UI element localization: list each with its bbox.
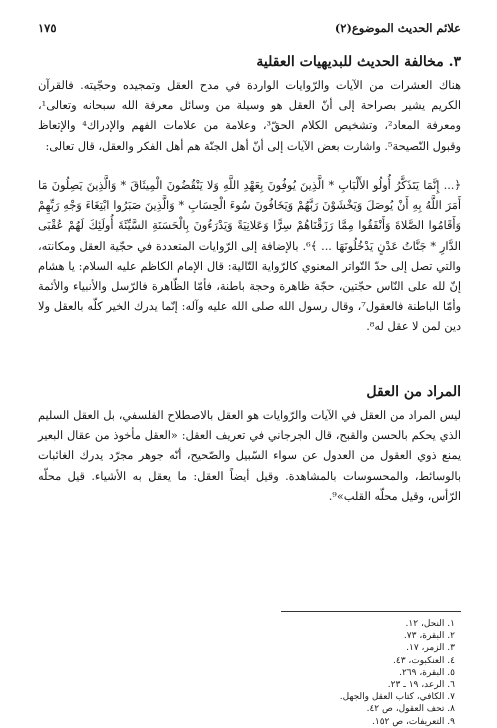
footnote: ٤. العنكبوت، ٤٣.: [393, 655, 455, 666]
footnote-divider: [281, 611, 461, 612]
footnote: ٦. الرعد، ١٩ ـ ٢٣.: [387, 680, 455, 691]
footnote: ١. النحل، ١٢.: [405, 619, 455, 629]
page-header: [38, 18, 461, 38]
footnote: ٥. البقرة، ٢٦٩.: [399, 667, 455, 678]
footnote: ٢. البقرة، ٧٣.: [403, 631, 455, 642]
footnote: ٩. التعريفات، ص ١٥٢.: [371, 716, 455, 727]
footnote: ٨. تحف العقول، ص ٤٢.: [366, 704, 455, 715]
quran-verse-paragraph: ﴿... إِنَّمَا يَتَذَكَّرُ أُولُو الأَلْبَابِ * الَّذِينَ يُوفُونَ بِعَهْدِ اللَّهِ وَلا يَنْقُضُونَ الْمِيثَاقَ * وَالَّذِينَ يَصِلُونَ مَا أَمَرَ اللَّهُ بِهِ أَنْ يُوصَلَ وَيَخْشَوْنَ رَبَّهُمْ وَيَخَافُونَ سُوءَ الْحِسَابِ * وَالَّذِينَ صَبَرُوا ابْتِغَاءَ وَجْهِ رَبِّهِمْ وَأَقَامُوا الصَّلاةَ وَأَنْفَقُوا مِمَّا رَزَقْنَاهُمْ سِرًّا وَعَلانِيَةً وَيَدْرَءُونَ بِالْحَسَنَةِ السَّيِّئَةَ أُولَئِكَ لَهُمْ عُقْبَى الدَّارِ * جَنَّاتُ عَدْنٍ يَدْخُلُونَهَا ... ﴾⁶. بالإضافة إلى الرّوايات المتعددة في حجّية العقل ومكانته، والتي تصل إلى حدّ التّواتر المعنوي كالرّواية التّالية: قال الإمام الكاظم عليه السلام: يا هشام إنّ لله على النّاس حجّتين، حجّة ظاهرة وحجة باطنة، فأمّا الظّاهرة فالرّسل والأنبياء والأئمة وأمّا الباطنة فالعقول⁷، وقال رسول الله صلى الله عليه وآله: إنّما يدرك الخير كلّه بالعقل ولا دين لمن لا عقل له⁸.: [38, 179, 461, 334]
footnotes: [38, 618, 455, 728]
section-heading: ٣. مخالفة الحديث للبديهيات العقلية: [256, 54, 461, 70]
running-title: علائم الحديث الموضوع(٢): [334, 21, 461, 35]
section-heading: المراد من العقل: [366, 384, 461, 400]
body-paragraph: ليس المراد من العقل في الآيات والرّوايات هو العقل بالاصطلاح الفلسفي، بل العقل السليم الذي يحكم بالحسن والقبح، قال الجرجاني في تعريف العقل: «العقل مأخوذ من عقال البعير يمنع ذوي العقول من العدول عن سواء السّبيل والصّحيح، أنّه جوهر مجرّد يدرك الغائبات بالوسائط، والمحسوسات بالمشاهدة. وقيل أيضاً العقل: ما يعقل به الأشياء. قيل محلّه الرّأس، وقيل محلّه القلب»⁹.: [38, 409, 461, 503]
footnote: ٧. الكافي، كتاب العقل والجهل.: [339, 692, 455, 703]
footnote: ٣. الزمر، ١٧.: [406, 643, 455, 654]
body-paragraph: هناك العشرات من الآيات والرّوايات الواردة في مدح العقل وتمجيده وحجّيته. فالقرآن الكريم يشير بصراحة إلى أنّ العقل هو وسيلة من وسائل معرفة الله سبحانه وتعالى¹، ومعرفة المعاد²، وتشخيص الكلام الحقّ³، وعلامة من علامات الفهم والإدراك⁴ والإتعاظ وقبول النّصيحة⁵. واشارت بعض الآيات إلى أنّ أهل الجنّة هم أهل الفكر والعقل، قال تعالى:: [38, 79, 461, 153]
page-number: ١٧٥: [38, 21, 57, 35]
